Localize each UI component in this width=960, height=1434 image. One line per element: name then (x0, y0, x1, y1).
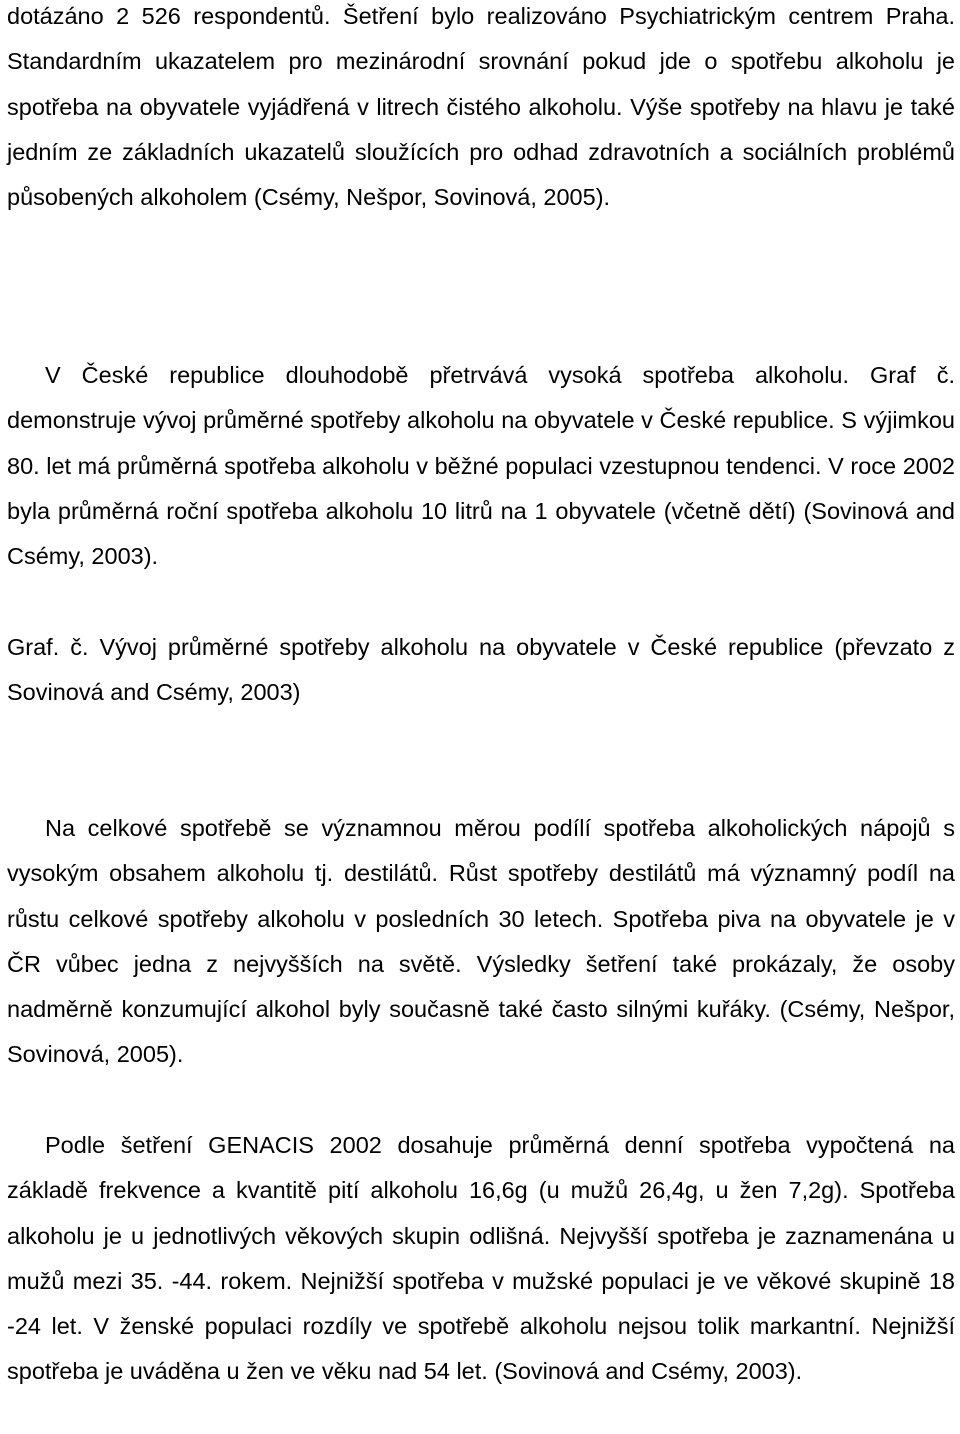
paragraph-survey-intro: dotázáno 2 526 respondentů. Šetření bylo realizováno Psychiatrickým centrem Praha. Standardním ukazatelem pro mezinárodní srovnání pokud jde o spotřebu alkoholu je spotřeba na obyvatele vyjádřená v litrech čistého alkoholu. Výše spotřeby na hlavu je také jedním ze základních ukazatelů sloužících pro odhad zdravotních a sociálních problémů působených alkoholem (Csémy, Nešpor, Sovinová, 2005). (7, 3, 955, 211)
paragraph-spirits-consumption: Na celkové spotřebě se významnou měrou podílí spotřeba alkoholických nápojů s vysokým obsahem alkoholu tj. destilátů. Růst spotřeby destilátů má významný podíl na růstu celkové spotřeby alkoholu v posledních 30 letech. Spotřeba piva na obyvatele je v ČR vůbec jedna z nejvyšších na světě. Výsledky šetření také prokázaly, že osoby nadměrně konzumující alkohol byly současně také často silnými kuřáky. (Csémy, Nešpor, Sovinová, 2005). (7, 815, 955, 1068)
paragraph-alcohol-consumption-trend: V České republice dlouhodobě přetrvává vysoká spotřeba alkoholu. Graf č. demonstruje vývoj průměrné spotřeby alkoholu na obyvatele v České republice. S výjimkou 80. let má průměrná spotřeba alkoholu v běžné populaci vzestupnou tendenci. V roce 2002 byla průměrná roční spotřeba alkoholu 10 litrů na 1 obyvatele (včetně dětí) (Sovinová and Csémy, 2003). (7, 362, 955, 570)
figure-caption: Graf. č. Vývoj průměrné spotřeby alkoholu na obyvatele v České republice (převzato z Sovinová and Csémy, 2003) (7, 634, 955, 706)
paragraph-genacis-survey: Podle šetření GENACIS 2002 dosahuje průměrná denní spotřeba vypočtená na základě frekvence a kvantitě pití alkoholu 16,6g (u mužů 26,4g, u žen 7,2g). Spotřeba alkoholu je u jednotlivých věkových skupin odlišná. Nejvyšší spotřeba je zaznamenána u mužů mezi 35. -44. rokem. Nejnižší spotřeba v mužské populaci je ve věkové skupině 18 -24 let. V ženské populaci rozdíly ve spotřebě alkoholu nejsou tolik markantní. Nejnižší spotřeba je uváděna u žen ve věku nad 54 let. (Sovinová and Csémy, 2003). (7, 1132, 955, 1385)
